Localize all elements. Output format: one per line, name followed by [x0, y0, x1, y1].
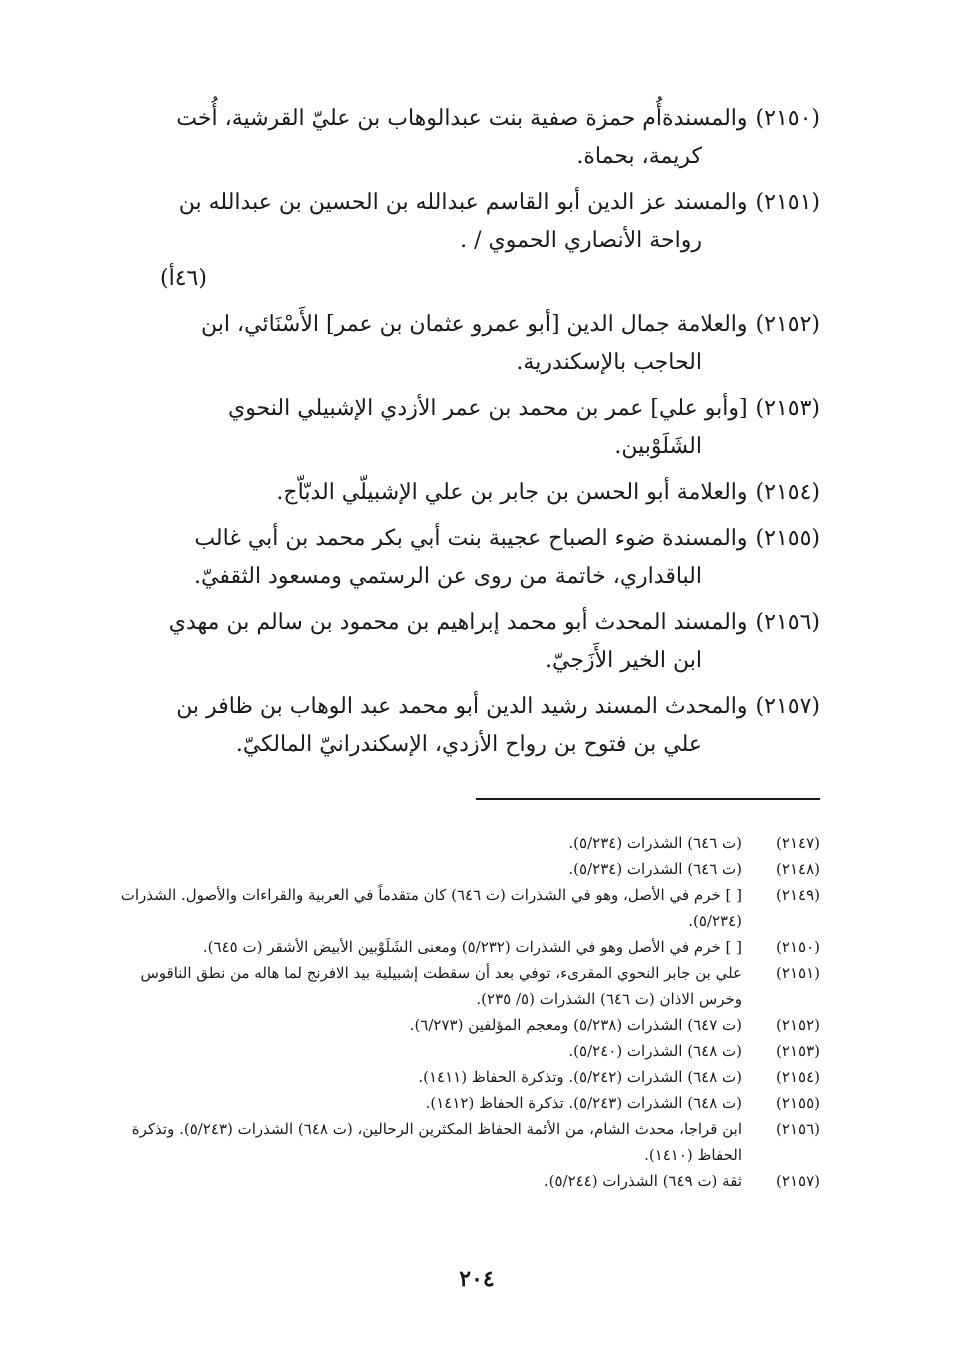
footnote — [120, 1090, 820, 1116]
footnote — [120, 960, 820, 1012]
entry-number: (٢١٥٥) — [755, 526, 820, 551]
entry-2152 — [120, 306, 820, 382]
entry-continuation: كريمة، بحماة. — [576, 144, 702, 169]
entry-2151 — [120, 184, 820, 298]
entry-continuation: رواحة الأنصاري الحموي / . — [460, 228, 702, 253]
entry-text: والمحدث المسند رشيد الدين أبو محمد عبد الوهاب بن ظافر بن — [176, 694, 748, 719]
footnote-text: (ت ٦٤٦) الشذرات (٥/٢٣٤). — [568, 860, 742, 878]
footnote-text: (ت ٦٤٨) الشذرات (٥/٢٤٣). تذكرة الحفاظ (١٤١٢). — [425, 1094, 742, 1112]
footnote-number: (٢١٥٢) — [776, 1016, 820, 1034]
footnote — [120, 882, 820, 934]
entry-2156 — [120, 604, 820, 680]
entry-continuation: الحاجب بالإسكندرية. — [516, 350, 702, 375]
entry-continuation: الباقداري، خاتمة من روى عن الرستمي ومسعود الثقفيّ. — [194, 564, 702, 589]
footnote-text: ابن قراجا، محدث الشام، من الأئمة الحفاظ المكثرين الرحالين، (ت ٦٤٨) الشذرات (٥/٢٤٣). وتذكرة الحفاظ (١٤١٠). — [131, 1120, 742, 1164]
entry-2157 — [120, 688, 820, 764]
footnote — [120, 1116, 820, 1168]
footnote — [120, 856, 820, 882]
footnote-number: (٢١٥٣) — [776, 1042, 820, 1060]
footnote-number: (٢١٤٩) — [776, 886, 820, 904]
footnote-divider — [476, 798, 820, 800]
footnote-number: (٢١٥٥) — [776, 1094, 820, 1112]
entry-text: [وأبو علي] عمر بن محمد بن عمر الأزدي الإشبيلي النحوي — [227, 396, 748, 421]
entry-text: والمسندة ضوء الصباح عجيبة بنت أبي بكر محمد بن أبي غالب — [194, 526, 748, 551]
footnotes — [120, 830, 820, 1194]
footnote — [120, 1064, 820, 1090]
footnote-text: (ت ٦٤٧) الشذرات (٥/٢٣٨) ومعجم المؤلفين (٦/٢٧٣). — [409, 1016, 742, 1034]
entry-number: (٢١٥٤) — [755, 480, 820, 505]
page-number: ٢٠٤ — [459, 1266, 495, 1292]
entry-number: (٢١٥١) — [755, 190, 820, 215]
footnote-text: [ ] خرم في الأصل وهو في الشذرات (٥/٢٣٢) ومعنى الشَلَوْبين الأبيض الأشقر (ت ٦٤٥). — [202, 938, 742, 956]
entry-2155 — [120, 520, 820, 596]
entry-number: (٢١٥٦) — [755, 610, 820, 635]
entry-text: والعلامة أبو الحسن بن جابر بن علي الإشبيلّي الدبّاّج. — [276, 480, 748, 505]
entry-number: (٢١٥٣) — [755, 396, 820, 421]
entry-2154 — [120, 474, 820, 512]
footnote-number: (٢١٥٧) — [776, 1172, 820, 1190]
entry-continuation: علي بن فتوح بن رواح الأزدي، الإسكندرانيّ المالكيّ. — [235, 732, 702, 757]
footnote — [120, 1168, 820, 1194]
folio-marker: (٤٦أ) — [160, 266, 207, 291]
entry-2150 — [120, 100, 820, 176]
footnote-number: (٢١٥٤) — [776, 1068, 820, 1086]
footnote-number: (٢١٥١) — [776, 964, 820, 982]
entry-continuation: ابن الخير الأَزَجيّ. — [545, 648, 702, 673]
main-text — [120, 100, 820, 772]
entry-text: والمسند عز الدين أبو القاسم عبدالله بن الحسين بن عبدالله بن — [178, 190, 748, 215]
entry-text: والعلامة جمال الدين [أبو عمرو عثمان بن عمر] الأَسْنَائي، ابن — [201, 312, 748, 337]
footnote-text: [ ] خرم في الأصل، وهو في الشذرات (ت ٦٤٦) كان متقدماً في العربية والقراءات والأصول. الشذرات (٥/٢٣٤). — [120, 886, 742, 930]
entry-2153 — [120, 390, 820, 466]
footnote-number: (٢١٥٦) — [776, 1120, 820, 1138]
entry-text: والمسندةأُم حمزة صفية بنت عبدالوهاب بن عليّ القرشية، أُخت — [176, 106, 748, 131]
footnote — [120, 1012, 820, 1038]
footnote — [120, 830, 820, 856]
entry-number: (٢١٥٠) — [755, 106, 820, 131]
footnote-number: (٢١٤٧) — [776, 834, 820, 852]
entry-text: والمسند المحدث أبو محمد إبراهيم بن محمود بن سالم بن مهدي — [168, 610, 748, 635]
footnote-text: (ت ٦٤٨) الشذرات (٥/٢٤٠). — [568, 1042, 742, 1060]
footnote — [120, 1038, 820, 1064]
entry-number: (٢١٥٢) — [755, 312, 820, 337]
entry-continuation: الشَلَوْبين. — [614, 434, 702, 459]
folio-row — [120, 260, 820, 298]
footnote-number: (٢١٥٠) — [776, 938, 820, 956]
entry-number: (٢١٥٧) — [755, 694, 820, 719]
footnote-text: (ت ٦٤٦) الشذرات (٥/٢٣٤). — [568, 834, 742, 852]
footnote — [120, 934, 820, 960]
footnote-text: ثقة (ت ٦٤٩) الشذرات (٥/٢٤٤). — [543, 1172, 742, 1190]
footnote-number: (٢١٤٨) — [776, 860, 820, 878]
footnote-text: علي بن جابر النحوي المقرىء، توفي بعد أن سقطت إشبيلية بيد الافرنج لما هاله من نطق الناقوس وخرس الاذان (ت ٦٤٦) الشذرات (٥/ ٢٣٥). — [140, 964, 742, 1008]
footnote-text: (ت ٦٤٨) الشذرات (٥/٢٤٢). وتذكرة الحفاظ (١٤١١). — [418, 1068, 742, 1086]
